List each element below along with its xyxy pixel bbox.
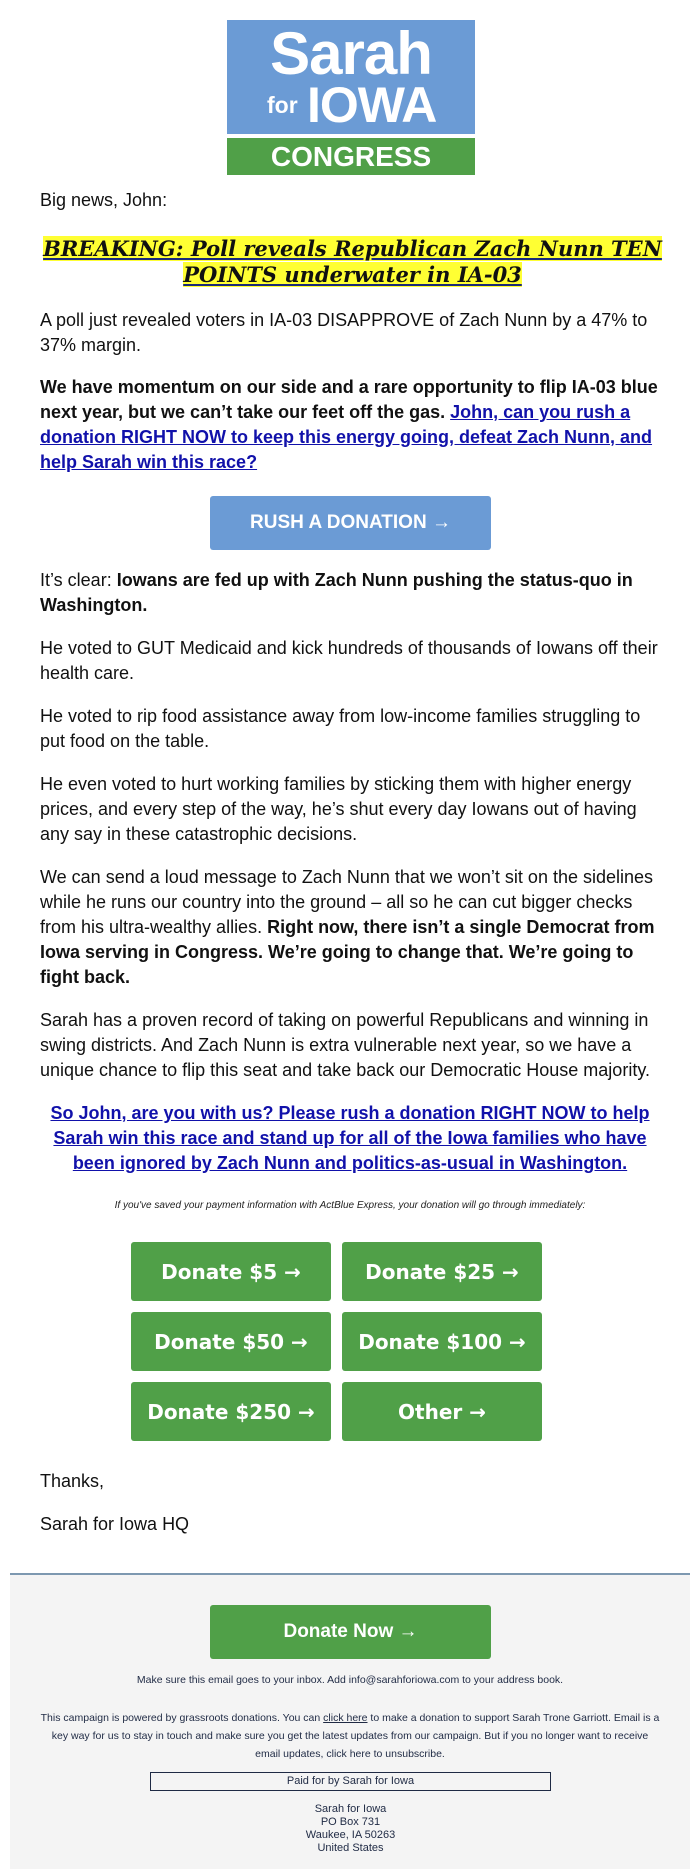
footer-inbox-note: Make sure this email goes to your inbox. Add info@sarahforiowa.com to your address book. xyxy=(136,1674,564,1686)
donate-50-button[interactable] xyxy=(131,1312,331,1371)
logo-name: Sarah xyxy=(270,20,432,87)
poll-paragraph: A poll just revealed voters in IA-03 DISAPPROVE of Zach Nunn by a 47% to 37% margin. xyxy=(40,310,648,355)
donate-now-button[interactable] xyxy=(210,1605,491,1659)
signoff-signature: Sarah for Iowa HQ xyxy=(40,1514,190,1534)
donate-25-button[interactable] xyxy=(342,1242,542,1301)
clear-paragraph xyxy=(40,568,665,618)
logo-for: for xyxy=(267,92,298,118)
unsubscribe-link[interactable]: click here to unsubscribe. xyxy=(326,1748,445,1760)
donate-50-label: Donate $50 → xyxy=(154,1329,308,1354)
rush-donation-label: RUSH A DONATION → xyxy=(250,512,451,533)
paid-for-box: Paid for by Sarah for Iowa xyxy=(150,1772,551,1791)
headline-line1: BREAKING: Poll reveals Republican Zach Nunn TEN xyxy=(43,236,662,261)
address-line: Waukee, IA 50263 xyxy=(305,1829,396,1841)
campaign-logo xyxy=(227,20,475,175)
address-line: PO Box 731 xyxy=(320,1816,381,1828)
address-line: Sarah for Iowa xyxy=(314,1803,387,1815)
donate-now-label: Donate Now → xyxy=(283,1621,418,1642)
logo-iowa: IOWA xyxy=(307,77,437,133)
address-line: United States xyxy=(317,1842,384,1854)
record-paragraph: Sarah has a proven record of taking on powerful Republicans and winning in swing districts. And Zach Nunn is extra vulnerable next year, so we have a unique chance to flip this seat and take back our Democratic House majority. xyxy=(40,1010,650,1080)
momentum-donate-link[interactable]: John, can you rush a donation RIGHT NOW to keep this energy going, defeat Zach Nunn, and help Sarah win this race? xyxy=(40,402,653,472)
cta-paragraph xyxy=(45,1101,655,1176)
momentum-paragraph xyxy=(40,375,665,475)
footer-donate-link[interactable]: click here xyxy=(323,1712,368,1724)
clear-lead: It’s clear: xyxy=(40,570,117,590)
donate-5-label: Donate $5 → xyxy=(161,1259,301,1284)
donate-250-label: Donate $250 → xyxy=(147,1399,315,1424)
message-bold: Right now, there isn’t a single Democrat from Iowa serving in Congress. We’re going to change that. We’re going to fight back. xyxy=(40,917,655,987)
donate-other-button[interactable] xyxy=(342,1382,542,1441)
logo-congress-band: CONGRESS xyxy=(227,138,475,175)
grassroots-text-pre: This campaign is powered by grassroots donations. You can xyxy=(40,1712,324,1724)
rush-donation-button[interactable] xyxy=(210,496,491,550)
donate-250-button[interactable] xyxy=(131,1382,331,1441)
food-paragraph: He voted to rip food assistance away from low-income families struggling to put food on the table. xyxy=(40,706,641,751)
message-paragraph xyxy=(40,865,665,990)
donate-5-button[interactable] xyxy=(131,1242,331,1301)
momentum-text: We have momentum on our side and a rare opportunity to flip IA-03 blue next year, but we can’t take our feet off the gas. xyxy=(40,377,658,422)
donate-100-button[interactable] xyxy=(342,1312,542,1371)
headline-line2: POINTS underwater in IA-03 xyxy=(183,262,522,287)
signoff-thanks: Thanks, xyxy=(40,1471,105,1491)
cta-donate-link[interactable]: So John, are you with us? Please rush a donation RIGHT NOW to help Sarah win this race and stand up for all of the Iowa families who have been ignored by Zach Nunn and politics-as-usual in Washington. xyxy=(50,1103,650,1173)
footer-grassroots xyxy=(40,1709,660,1763)
logo-blue-panel xyxy=(227,20,475,134)
mailing-address xyxy=(150,1803,551,1855)
donate-other-label: Other → xyxy=(398,1399,486,1424)
message-text: We can send a loud message to Zach Nunn that we won’t sit on the sidelines while he runs our country into the ground – all so he can cut bigger checks from his ultra-wealthy allies. xyxy=(40,867,654,937)
actblue-note: If you've saved your payment information with ActBlue Express, your donation will go through immediately: xyxy=(114,1200,586,1211)
clear-bold: Iowans are fed up with Zach Nunn pushing the status-quo in Washington. xyxy=(40,570,633,615)
medicaid-paragraph: He voted to GUT Medicaid and kick hundreds of thousands of Iowans off their health care. xyxy=(40,638,658,683)
donate-25-label: Donate $25 → xyxy=(365,1259,519,1284)
greeting: Big news, John: xyxy=(40,190,168,210)
grassroots-text-post: to make a donation to support Sarah Trone Garriott. Email is a key way for us to stay in touch and make sure you get the latest updates from our campaign. But if you no longer want to receive email updates, xyxy=(51,1712,660,1760)
headline xyxy=(40,236,665,288)
donate-100-label: Donate $100 → xyxy=(358,1329,526,1354)
energy-paragraph: He even voted to hurt working families by sticking them with higher energy prices, and every step of the way, he’s shut every day Iowans out of having any say in these catastrophic decisions. xyxy=(40,774,637,844)
